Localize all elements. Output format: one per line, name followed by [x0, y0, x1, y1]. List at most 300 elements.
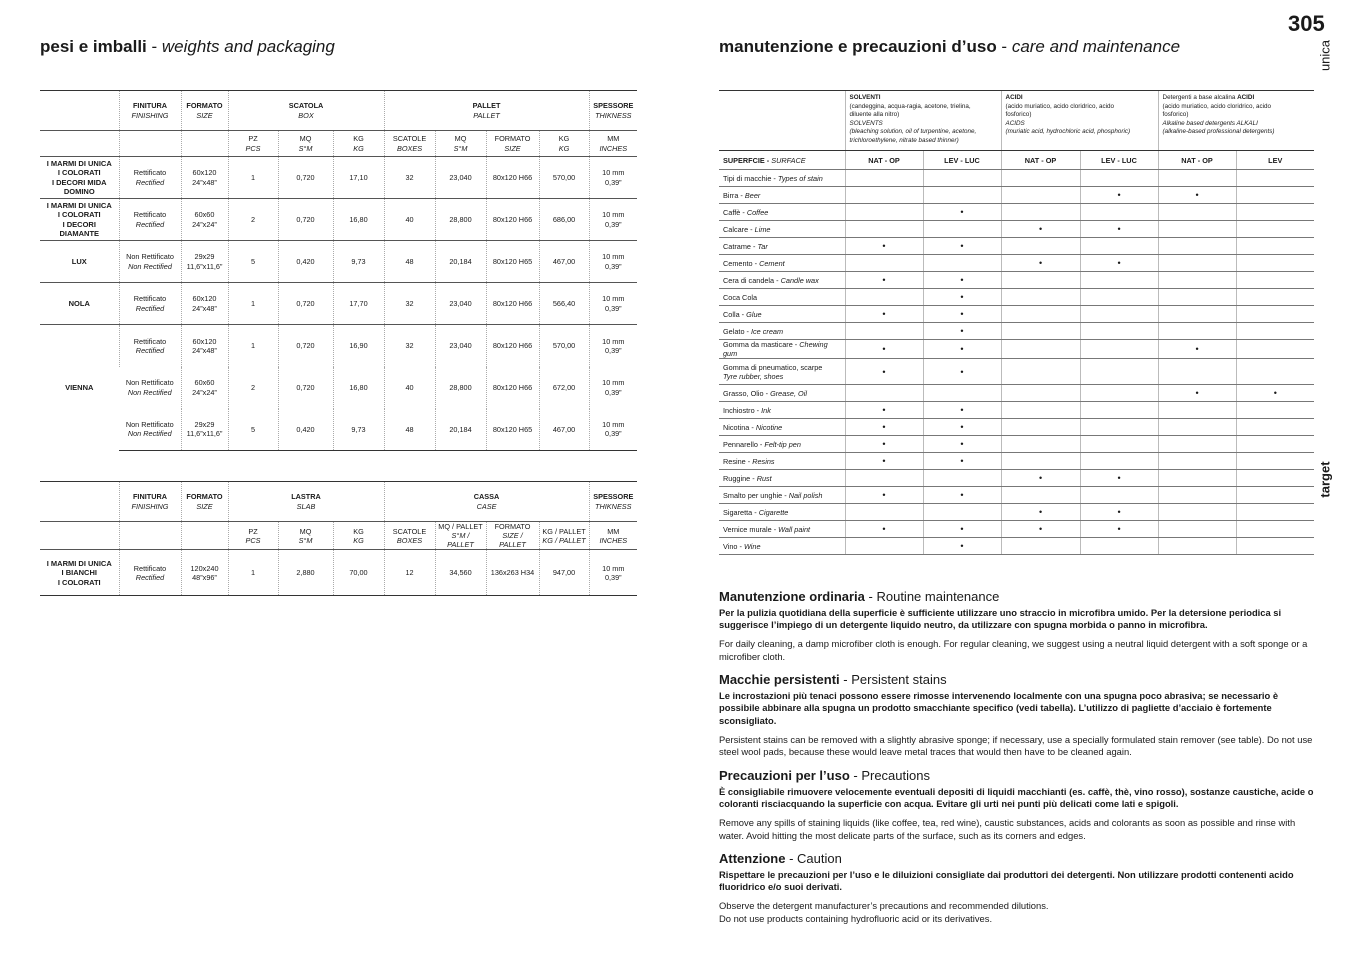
- right-header-cols-0-bold: SOLVENTI: [849, 94, 881, 101]
- left-t1-groups-4-rows-2-5: 0,420: [296, 424, 315, 434]
- stain-mark: [1158, 289, 1236, 306]
- left-t1-groups-4-rows-0-2: 60x120: [192, 336, 217, 346]
- left-t2-sub-3-0: SCATOLE: [392, 526, 427, 536]
- right-mark: •: [882, 524, 886, 534]
- stain-mark: [923, 521, 1001, 538]
- stain-mark: [923, 470, 1001, 487]
- stain-row: Calcare - Lime • •: [719, 221, 1314, 238]
- right-stains-21-it: Vino: [723, 541, 738, 551]
- left-t1-groups-1-rows-0-1: Rectified: [135, 219, 165, 229]
- right-stains-14-en: Nicotine: [755, 422, 783, 432]
- title-it: pesi e imballi: [40, 37, 147, 56]
- right-stains-1-it: Birra: [723, 190, 739, 200]
- stain-mark: [1236, 521, 1314, 538]
- left-t1-groups-0-rows-0-7: 32: [405, 172, 414, 182]
- right-header-cols-0-lines-1: diluente alla nitro): [849, 111, 900, 118]
- left-t1-groups-3-rows-0-10: 566,40: [552, 298, 576, 308]
- section-heading: Attenzione - Caution: [719, 851, 842, 866]
- left-t1-groups-1-rows-0-10: 686,00: [552, 214, 576, 224]
- section-body-en: Persistent stains can be removed with a slightly abrasive sponge; if necessary, use a specially formulated stain remover (see table). Do not use steel wool pads, because these would leave metal traces that would then have to be cleaned again.: [719, 733, 1313, 758]
- left-t1-sub-5-1: SIZE: [504, 143, 521, 153]
- stain-mark: [845, 323, 923, 340]
- stain-mark: [845, 419, 923, 436]
- stain-mark: [1001, 204, 1080, 221]
- right-stains-13-it: Inchiostro: [723, 405, 755, 415]
- left-t1-groups-3-rows-0-6: 17,70: [349, 298, 368, 308]
- right-stains-18-en: Nail polish: [788, 490, 823, 500]
- right-stains-21-en: Wine: [743, 541, 761, 551]
- left-t2-product-2: I COLORATI: [57, 577, 101, 587]
- left-t1-groups-0-product-1: I COLORATI: [57, 168, 101, 178]
- stain-mark: [1158, 487, 1236, 504]
- stain-mark: [845, 487, 923, 504]
- right-header-cols-0-lines-0: (candeggina, acqua-ragia, acetone, trielina,: [849, 102, 971, 110]
- left-t1-groups-4-rows-0-11: 10 mm: [602, 336, 625, 346]
- right-mark: •: [960, 456, 964, 466]
- stain-mark: [923, 359, 1001, 385]
- left-t1-groups-1-rows-0-7: 40: [405, 214, 414, 224]
- section-body-it: Rispettare le precauzioni per l’uso e le diluizioni consigliate dai produttori dei detergenti. Non utilizzare prodotti contenenti acido fluoridrico e/o suoi derivati.: [719, 868, 1294, 893]
- right-stains-9-en: Ice cream: [751, 326, 784, 336]
- left-t1-groups-3-rows-0-8: 23,040: [449, 298, 472, 308]
- right-header-cols-0-en-it: SOLVENTS: [849, 119, 883, 127]
- right-stains-3-it: Calcare: [723, 224, 749, 234]
- right-sections-3-h-en: Caution: [797, 851, 842, 866]
- right-header-cols-1-lines-0: (acido muriatico, acido cloridrico, acido: [1005, 102, 1115, 110]
- stain-row: Sigaretta - Cigarette • •: [719, 504, 1314, 521]
- left-t2-row-12: 0,39”: [604, 572, 622, 582]
- right-mark: •: [1117, 258, 1121, 268]
- stain-mark: [1001, 487, 1080, 504]
- stain-mark: [1001, 402, 1080, 419]
- right-header-cols-2-lines-1: fosforico): [1162, 111, 1189, 118]
- stain-row: Catrame - Tar • •: [719, 238, 1314, 255]
- stain-mark: [1001, 538, 1080, 555]
- right-stains-12-en: Grease, Oil: [770, 388, 807, 398]
- right-stains-14-it: Nicotina: [723, 422, 750, 432]
- right-mark: •: [882, 275, 886, 285]
- right-header-cols-2-lines-0: (acido muriatico, acido cloridrico, acido: [1162, 102, 1272, 110]
- left-t1-groups-4-rows-2-9: 80x120 H65: [492, 424, 533, 434]
- right-surface-cols-0: NAT - OP: [868, 155, 900, 165]
- stain-row: Ruggine - Rust • •: [719, 470, 1314, 487]
- right-header-cols-2-en-lines-0: (alkaline-based professional detergents): [1162, 128, 1275, 135]
- stain-mark: [1001, 453, 1080, 470]
- left-t2-row-4: 1: [250, 568, 256, 578]
- left-t2-headers-size: SIZE: [196, 501, 213, 511]
- left-t1-groups-4-product-0: VIENNA: [65, 383, 94, 393]
- stain-mark: [845, 170, 923, 187]
- stain-mark: [923, 238, 1001, 255]
- left-t1-headers-thickness: THIKNESS: [595, 110, 632, 120]
- right-mark: •: [882, 366, 886, 377]
- agent-column-header: [845, 91, 1001, 151]
- right-stains-7-it: Coca Cola: [723, 292, 758, 302]
- text-section: [719, 850, 1319, 925]
- left-t1-groups-0-rows-0-6: 17,10: [349, 172, 368, 182]
- stain-mark: [1158, 170, 1236, 187]
- stain-row: [719, 359, 1314, 385]
- stain-mark: [1080, 221, 1158, 238]
- right-stains-13-en: Ink: [761, 405, 771, 415]
- left-t2-row-5: 2,880: [296, 568, 315, 578]
- right-stains-15-it: Pennarello: [723, 439, 758, 449]
- left-t1-groups-4-rows-2-8: 20,184: [449, 424, 472, 434]
- stain-mark: [1236, 289, 1314, 306]
- left-t1-groups-2-rows-0-9: 80x120 H65: [492, 256, 533, 266]
- left-t2-row-0: Rettificato: [133, 563, 167, 573]
- stain-mark: [1080, 323, 1158, 340]
- stain-mark: [1236, 470, 1314, 487]
- right-mark: •: [960, 524, 964, 534]
- right-mark: •: [1195, 388, 1199, 398]
- left-t2-headers-lastra: LASTRA: [291, 492, 321, 502]
- left-t1-headers-spessore: SPESSORE: [593, 101, 634, 111]
- left-t1-groups-4-rows-0-3: 24”x48”: [192, 345, 217, 355]
- right-sections-1-h-en: Persistent stains: [851, 672, 947, 687]
- right-stains-17-it: Ruggine: [723, 473, 751, 483]
- stain-row: Vino - Wine •: [719, 538, 1314, 555]
- left-t1-sub-2-0: KG: [353, 134, 364, 144]
- stain-mark: [1001, 170, 1080, 187]
- section-body-it: È consigliabile rimuovere velocemente eventuali depositi di liquidi macchianti (es. caffè, thè, vino rosso), sostanze caustiche, acide o coloranti risciacquando la superficie con acqua. Evitare gli urti nei punti più delicati come lati e spigoli.: [719, 785, 1314, 810]
- stain-row: Grasso, Olio - Grease, Oil • •: [719, 385, 1314, 402]
- left-t1-groups-4-rows-1-9: 80x120 H66: [492, 382, 533, 392]
- left-t1-groups-1-rows-0-0: Rettificato: [133, 210, 167, 220]
- stain-mark: [923, 340, 1001, 359]
- left-t1-groups-0-rows-0-12: 0,39”: [604, 177, 622, 187]
- left-t1-groups-4-rows-0-1: Rectified: [135, 345, 165, 355]
- stain-mark: [1001, 340, 1080, 359]
- left-t1-groups-0-rows-0-9: 80x120 H66: [492, 172, 533, 182]
- stain-mark: [1080, 340, 1158, 359]
- left-t1-headers-scatola: SCATOLA: [288, 101, 324, 111]
- stain-mark: [1236, 436, 1314, 453]
- page-title-left: [40, 37, 335, 57]
- left-t1-groups-4-rows-2-10: 467,00: [552, 424, 576, 434]
- left-t1-groups-3-rows-0-12: 0,39”: [604, 303, 622, 313]
- right-surface-label-en: SURFACE: [771, 155, 806, 165]
- right-mark: •: [882, 405, 886, 415]
- stain-mark: [1001, 187, 1080, 204]
- stain-mark: [845, 453, 923, 470]
- stain-mark: [1236, 238, 1314, 255]
- stain-mark: [1080, 436, 1158, 453]
- left-t1-groups-2-rows-0-7: 48: [405, 256, 414, 266]
- right-mark: •: [1038, 473, 1043, 483]
- left-t1-groups-3-rows-0-3: 24”x48”: [192, 303, 217, 313]
- section-body-en: Remove any spills of staining liquids (like coffee, tea, red wine), caustic substances, acids and colorants as soon as possible and rinse with water. Avoid hitting the most delicate parts of the surface, such as its corners and edges.: [719, 816, 1296, 841]
- stain-mark: [923, 187, 1001, 204]
- left-t1-sub-2-1: KG: [353, 143, 364, 153]
- stain-mark: [923, 436, 1001, 453]
- stain-mark: [1158, 453, 1236, 470]
- left-t1-groups-4-rows-1-6: 16,80: [349, 382, 368, 392]
- left-t2-sub-6-0: KG / PALLET: [542, 526, 586, 536]
- stain-mark: [923, 221, 1001, 238]
- left-t1-groups-1-product-2: I DECORI: [62, 219, 96, 229]
- table-row: [40, 409, 637, 451]
- stain-mark: [845, 204, 923, 221]
- stain-mark: [1158, 187, 1236, 204]
- right-stains-11-it: Gomma di pneumatico, scarpe: [723, 362, 823, 372]
- stain-mark: [1001, 238, 1080, 255]
- left-t1-groups-0-rows-0-3: 24”x48”: [192, 177, 217, 187]
- table-row: [40, 367, 637, 409]
- right-mark: •: [882, 422, 886, 432]
- table-header: [40, 482, 637, 522]
- left-t2-sub-7-1: INCHES: [599, 535, 628, 545]
- right-mark: •: [1038, 524, 1043, 534]
- left-t2-headers-cassa: CASSA: [473, 492, 500, 502]
- right-sections-1-h-it: Macchie persistenti: [719, 672, 840, 687]
- right-stains-9-it: Gelato: [723, 326, 745, 336]
- left-t1-groups-1-rows-0-12: 0,39”: [604, 219, 622, 229]
- stain-mark: [845, 187, 923, 204]
- left-t1-sub-0-0: PZ: [248, 134, 258, 144]
- left-t2-sub-3-1: BOXES: [396, 535, 423, 545]
- stain-mark: [1158, 204, 1236, 221]
- left-t2-sub-7-0: MM: [607, 526, 620, 536]
- left-t1-groups-4-rows-0-7: 32: [405, 341, 414, 351]
- right-stains-5-it: Cemento: [723, 258, 753, 268]
- right-header-cols-1-bold: ACIDI: [1005, 94, 1023, 101]
- stain-mark: [923, 504, 1001, 521]
- stain-mark: [1158, 385, 1236, 402]
- left-t1-groups-0-rows-0-1: Rectified: [135, 177, 165, 187]
- left-t2-row-9: 136x263 H34: [490, 568, 535, 578]
- stain-mark: [1080, 504, 1158, 521]
- left-t1-groups-4-rows-2-11: 10 mm: [602, 420, 625, 430]
- left-t1-groups-4-rows-2-0: Non Rettificato: [125, 420, 174, 430]
- left-t1-groups-0-rows-0-11: 10 mm: [602, 168, 625, 178]
- stain-mark: [1080, 272, 1158, 289]
- stain-row: Cemento - Cement • •: [719, 255, 1314, 272]
- stain-mark: [1001, 255, 1080, 272]
- right-surface-cols-4: NAT - OP: [1181, 155, 1213, 165]
- left-t1-groups-3-rows-0-2: 60x120: [192, 294, 217, 304]
- right-stains-8-en: Glue: [746, 309, 762, 319]
- right-mark: •: [882, 344, 886, 354]
- stain-mark: [1080, 289, 1158, 306]
- right-mark: •: [960, 490, 964, 500]
- stain-mark: [1001, 470, 1080, 487]
- right-stains-15-en: Felt-tip pen: [764, 439, 801, 449]
- left-t2-row-11: 10 mm: [602, 563, 625, 573]
- left-t2-product-1: I BIANCHI: [61, 568, 97, 578]
- agent-column-header: [1158, 91, 1314, 151]
- stain-mark: [923, 306, 1001, 323]
- right-stains-5-en: Cement: [759, 258, 785, 268]
- left-t1-groups-3-rows-0-0: Rettificato: [133, 294, 167, 304]
- right-stains-18-it: Smalto per unghie: [723, 490, 783, 500]
- stain-mark: [1236, 504, 1314, 521]
- right-mark: •: [960, 326, 964, 336]
- left-t1-groups-4-rows-1-3: 24”x24”: [192, 387, 217, 397]
- right-mark: •: [960, 241, 964, 251]
- table-row: [40, 550, 637, 596]
- left-t1-groups-4-rows-2-12: 0,39”: [604, 429, 622, 439]
- left-t1-groups-1-product-0: I MARMI DI UNICA: [46, 200, 112, 210]
- right-sections-2-h-en: Precautions: [861, 768, 930, 783]
- stain-mark: [1158, 419, 1236, 436]
- left-t1-sub-4-0: MQ: [454, 134, 467, 144]
- stain-mark: [1236, 340, 1314, 359]
- stain-mark: [1158, 521, 1236, 538]
- left-t1-sub-5-0: FORMATO: [494, 134, 531, 144]
- left-t1-groups-1-rows-0-9: 80x120 H66: [492, 214, 533, 224]
- left-t2-row-1: Rectified: [135, 572, 165, 582]
- stain-header: [719, 91, 1314, 151]
- stain-mark: [1001, 221, 1080, 238]
- right-header-cols-1-lines-1: fosforico): [1005, 111, 1032, 118]
- weights-table-boxes: [40, 90, 637, 451]
- right-stains-8-it: Colla: [723, 309, 740, 319]
- left-t1-groups-4-rows-2-6: 9,73: [351, 424, 366, 434]
- stain-row: Smalto per unghie - Nail polish • •: [719, 487, 1314, 504]
- weights-table-slabs: [40, 481, 637, 596]
- stain-row: Nicotina - Nicotine • •: [719, 419, 1314, 436]
- left-t1-groups-2-rows-0-6: 9,73: [351, 256, 366, 266]
- page-title-right: [719, 37, 1180, 57]
- stain-mark: [923, 402, 1001, 419]
- stain-mark: [923, 289, 1001, 306]
- text-section: [719, 671, 1319, 759]
- stain-mark: [1080, 204, 1158, 221]
- stain-row: Colla - Glue • •: [719, 306, 1314, 323]
- left-t1-groups-4-rows-0-4: 1: [250, 341, 256, 351]
- stain-mark: [845, 238, 923, 255]
- table-row: [40, 283, 637, 325]
- stain-mark: [1080, 521, 1158, 538]
- right-mark: •: [960, 309, 964, 319]
- right-mark: •: [1273, 388, 1277, 398]
- right-mark: •: [1195, 190, 1199, 200]
- left-t1-groups-2-product-0: LUX: [71, 256, 87, 266]
- right-mark: •: [1038, 507, 1043, 517]
- left-t1-groups-1-rows-0-2: 60x60: [194, 210, 215, 220]
- left-t1-headers-formato: FORMATO: [186, 101, 223, 111]
- stain-mark: [1001, 306, 1080, 323]
- left-t1-sub-1-0: MQ: [299, 134, 312, 144]
- right-mark: •: [960, 405, 964, 415]
- left-t1-groups-4-rows-1-12: 0,39”: [604, 387, 622, 397]
- right-stains-19-en: Cigarette: [758, 507, 789, 517]
- right-mark: •: [882, 490, 886, 500]
- right-mark: •: [960, 292, 964, 302]
- right-header-cols-2-bold: ACIDI: [1237, 94, 1255, 101]
- table-header: [40, 91, 637, 131]
- left-t1-groups-4-rows-2-4: 5: [250, 424, 256, 434]
- stain-mark: [1158, 470, 1236, 487]
- left-t1-groups-4-rows-2-2: 29x29: [194, 420, 215, 430]
- stain-mark: [1158, 436, 1236, 453]
- stain-mark: [1080, 538, 1158, 555]
- table-subheader: [40, 131, 637, 157]
- left-t1-groups-4-rows-2-7: 48: [405, 424, 414, 434]
- left-t1-groups-4-rows-2-1: Non Rectified: [127, 429, 172, 439]
- brand-label: unica: [1317, 39, 1333, 72]
- stain-mark: [1158, 359, 1236, 385]
- title-en: care and maintenance: [1011, 37, 1181, 56]
- table-row: [40, 325, 637, 367]
- stain-mark: [1001, 323, 1080, 340]
- right-stains-1-en: Beer: [744, 190, 761, 200]
- stain-mark: [1236, 221, 1314, 238]
- left-t2-headers-case: CASE: [476, 501, 497, 511]
- stain-mark: [923, 323, 1001, 340]
- stain-mark: [845, 521, 923, 538]
- right-mark: •: [960, 541, 964, 551]
- right-mark: •: [960, 207, 964, 217]
- stain-mark: [1236, 272, 1314, 289]
- stain-mark: [1158, 272, 1236, 289]
- right-surface-cols-2: NAT - OP: [1024, 155, 1057, 165]
- right-stains-3-en: Lime: [754, 224, 771, 234]
- right-mark: •: [882, 439, 886, 449]
- left-t1-groups-2-rows-0-11: 10 mm: [602, 252, 625, 262]
- right-sections-0-h-it: Manutenzione ordinaria: [719, 589, 865, 604]
- left-t2-sub-2-1: KG: [353, 535, 364, 545]
- left-t1-sub-0-1: PCS: [245, 143, 261, 153]
- left-t2-sub-4-0: MQ / PALLET: [438, 522, 483, 531]
- section-body-en: For daily cleaning, a damp microfiber cloth is enough. For regular cleaning, we suggest using a neutral liquid detergent with a soft sponge or a microfiber cloth.: [719, 637, 1308, 662]
- stain-mark: [1236, 538, 1314, 555]
- left-t1-groups-3-rows-0-1: Rectified: [135, 303, 165, 313]
- section-heading: Macchie persistenti - Persistent stains: [719, 672, 947, 687]
- stain-mark: [1001, 272, 1080, 289]
- stain-mark: [1158, 538, 1236, 555]
- stain-mark: [1080, 187, 1158, 204]
- stain-mark: [923, 272, 1001, 289]
- left-t1-groups-1-product-1: I COLORATI: [57, 210, 101, 220]
- left-t1-headers-finitura: FINITURA: [132, 101, 168, 111]
- stain-mark: [845, 255, 923, 272]
- left-t2-headers-finishing: FINISHING: [131, 501, 169, 511]
- left-t1-groups-4-rows-1-11: 10 mm: [602, 378, 625, 388]
- right-stains-20-en: Wall paint: [778, 524, 811, 534]
- title-en: weights and packaging: [161, 37, 335, 56]
- stain-row: Resine - Resins • •: [719, 453, 1314, 470]
- stain-mark: [1080, 385, 1158, 402]
- table-subheader: [40, 522, 637, 550]
- stain-row: Pennarello - Felt-tip pen • •: [719, 436, 1314, 453]
- right-mark: •: [1195, 344, 1199, 354]
- section-side-label: target: [1317, 461, 1333, 498]
- stain-row: Vernice murale - Wall paint • • • •: [719, 521, 1314, 538]
- right-mark: •: [960, 439, 964, 449]
- stain-mark: [923, 453, 1001, 470]
- stain-mark: [1001, 359, 1080, 385]
- right-mark: •: [1117, 473, 1121, 483]
- stain-mark: [1001, 521, 1080, 538]
- left-t1-groups-3-rows-0-5: 0,720: [296, 298, 315, 308]
- left-t1-groups-4-rows-1-10: 672,00: [552, 382, 576, 392]
- left-t1-groups-0-rows-0-10: 570,00: [552, 172, 576, 182]
- stain-mark: [1236, 359, 1314, 385]
- right-stains-20-it: Vernice murale: [723, 524, 772, 534]
- left-t1-groups-4-rows-1-4: 2: [250, 382, 256, 392]
- left-t1-groups-1-rows-0-3: 24”x24”: [192, 219, 217, 229]
- product-name: [40, 241, 119, 283]
- right-sections-2-h-it: Precauzioni per l’uso: [719, 768, 850, 783]
- left-t2-sub-0-0: PZ: [248, 526, 258, 536]
- right-header-cols-1-en-it: ACIDS: [1005, 119, 1025, 127]
- left-t1-sub-7-1: INCHES: [599, 143, 628, 153]
- right-surface-cols-5: LEV: [1268, 155, 1283, 165]
- left-t1-groups-4-rows-0-10: 570,00: [552, 341, 576, 351]
- left-t1-groups-4-rows-1-2: 60x60: [194, 378, 215, 388]
